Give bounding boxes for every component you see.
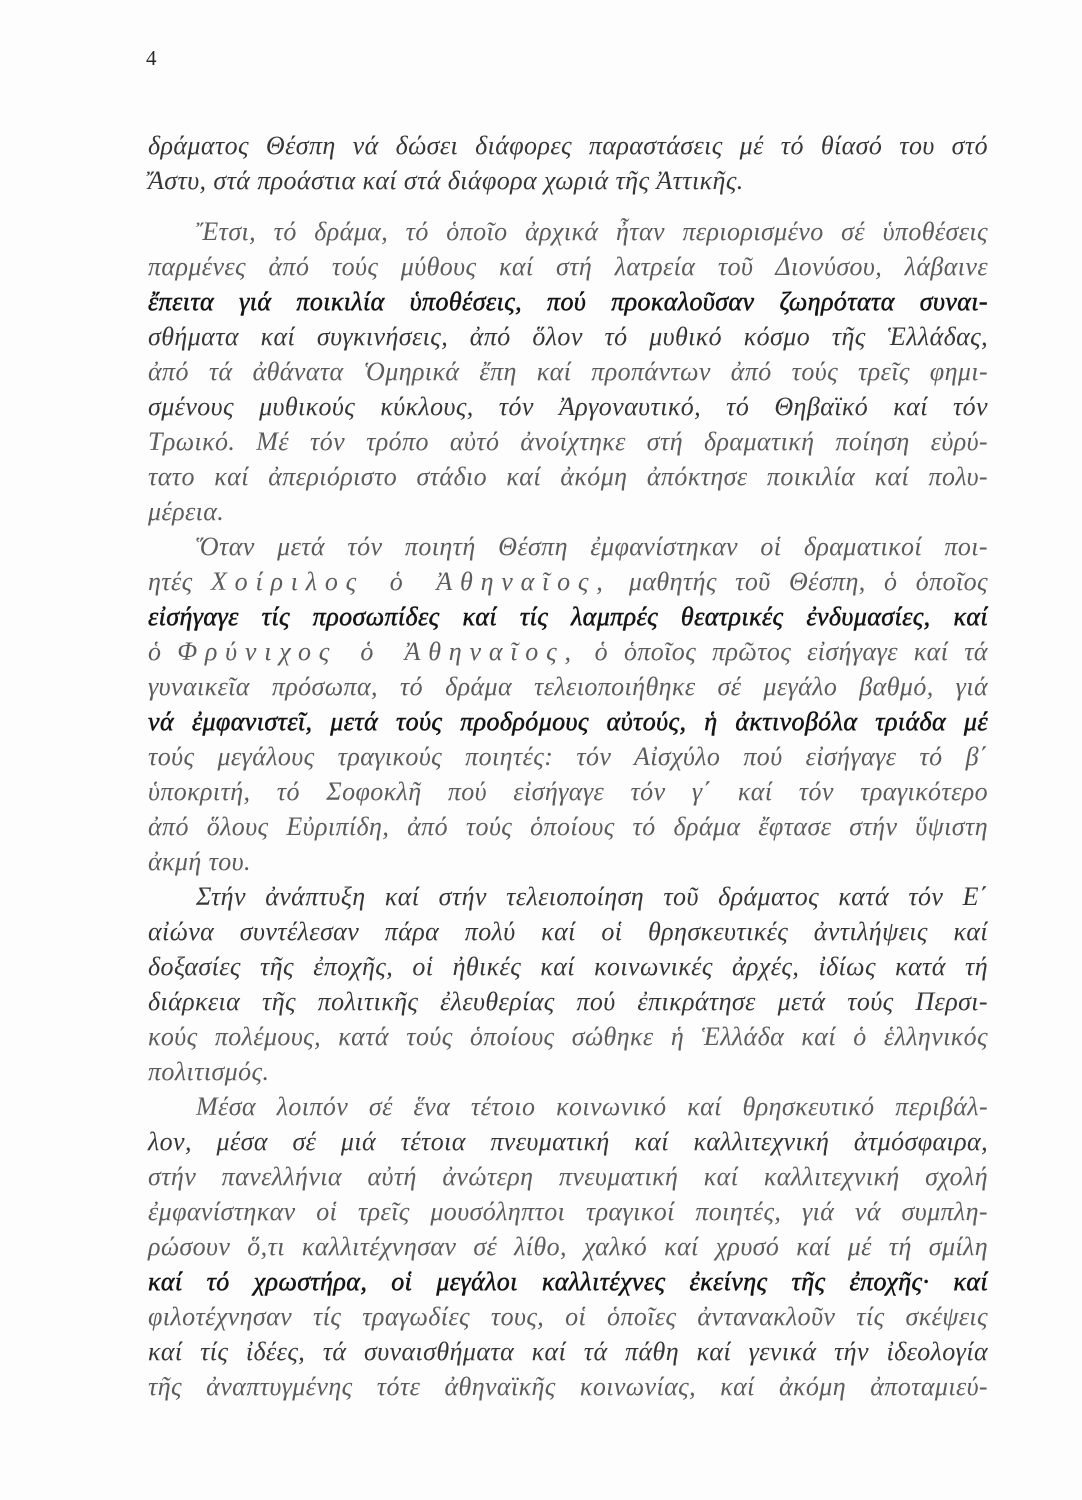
line-text: δράματος Θέσπη νά δώσει διάφορες παραστάσεις μέ τό θίασό του στό (148, 131, 988, 160)
text-line (148, 1334, 988, 1369)
line-text: λον, μέσα σέ μιά τέτοια πνευματική καί καλλιτεχνική ἀτμόσφαιρα, (148, 1127, 988, 1156)
line-text: καί τίς ἰδέες, τά συναισθήματα καί τά πάθη καί γενικά τήν ἰδεολογία (148, 1337, 988, 1366)
line-text: κούς πολέμους, κατά τούς ὁποίους σώθηκε ἡ Ἑλλάδα καί ὁ ἑλληνικός (148, 1022, 988, 1051)
line-text: ἐμφανίστηκαν οἱ τρεῖς μουσόληπτοι τραγικοί ποιητές, γιά νά συμπλη- (148, 1197, 988, 1226)
text-line (148, 599, 988, 634)
line-text (148, 634, 988, 669)
text-line (196, 879, 988, 914)
text-line (148, 669, 988, 704)
text-line (148, 319, 988, 354)
line-segment: ὁ ὁποῖος πρῶτος εἰσήγαγε καί τά (578, 637, 988, 666)
text-line (148, 424, 988, 459)
text-line (148, 1194, 988, 1229)
line-text: παρμένες ἀπό τούς μύθους καί στή λατρεία τοῦ Διονύσου, λάβαινε (148, 252, 988, 281)
text-line (148, 949, 988, 984)
line-text: τούς μεγάλους τραγικούς ποιητές: τόν Αἰσχύλο πού εἰσήγαγε τό β΄ (148, 742, 988, 771)
text-line (196, 214, 988, 249)
text-line (148, 249, 988, 284)
line-text: Ἄστυ, στά προάστια καί στά διάφορα χωριά τῆς Ἀττικῆς. (148, 166, 744, 195)
line-text: Ἔτσι, τό δράμα, τό ὁποῖο ἀρχικά ἦταν περιορισμένο σέ ὑποθέσεις (196, 217, 988, 246)
text-line (148, 1264, 988, 1299)
text-line (196, 529, 988, 564)
text-line (148, 128, 988, 163)
text-line (148, 1299, 988, 1334)
text-line (148, 564, 988, 599)
line-text: τατο καί ἀπεριόριστο στάδιο καί ἀκόμη ἀπόκτησε ποικιλία καί πολυ- (148, 462, 988, 491)
page-number: 4 (146, 46, 157, 70)
text-line (148, 1054, 988, 1089)
text-line (148, 739, 988, 774)
text-line (196, 1089, 988, 1124)
text-line (148, 634, 988, 669)
text-line (148, 1229, 988, 1264)
text-line (148, 494, 988, 529)
line-text: ἔπειτα γιά ποικιλία ὑποθέσεις, πού προκαλοῦσαν ζωηρότατα συναι- (148, 287, 988, 316)
line-text: φιλοτέχνησαν τίς τραγωδίες τους, οἱ ὁποῖες ἀντανακλοῦν τίς σκέψεις (148, 1302, 988, 1331)
line-text: Μέσα λοιπόν σέ ἕνα τέτοιο κοινωνικό καί θρησκευτικό περιβάλ- (196, 1092, 988, 1121)
text-line (148, 1369, 988, 1404)
paragraph (148, 214, 988, 529)
text-line (148, 704, 988, 739)
line-segment: μαθητής τοῦ Θέσπη, ὁ ὁποῖος (610, 567, 988, 596)
line-text (148, 564, 988, 599)
line-text: μέρεια. (148, 497, 225, 526)
line-text: ἀπό τά ἀθάνατα Ὁμηρικά ἔπη καί προπάντων ἀπό τούς τρεῖς φημι- (148, 357, 988, 386)
line-text: νά ἐμφανιστεῖ, μετά τούς προδρόμους αὐτούς, ἡ ἀκτινοβόλα τριάδα μέ (148, 707, 988, 736)
spaced-name: Χοίριλος ὁ Ἀθηναῖος, (210, 567, 611, 596)
spaced-name: Φρύνιχος ὁ Ἀθηναῖος, (177, 637, 579, 666)
line-text: ρώσουν ὅ,τι καλλιτέχνησαν σέ λίθο, χαλκό καί χρυσό καί μέ τή σμίλη (148, 1232, 988, 1261)
text-line (148, 163, 988, 198)
text-line (148, 1124, 988, 1159)
text-line (148, 809, 988, 844)
text-line (148, 459, 988, 494)
line-text: δοξασίες τῆς ἐποχῆς, οἱ ἠθικές καί κοινωνικές ἀρχές, ἰδίως κατά τή (148, 952, 988, 981)
text-line (148, 984, 988, 1019)
text-line (148, 774, 988, 809)
line-text: τῆς ἀναπτυγμένης τότε ἀθηναϊκῆς κοινωνίας, καί ἀκόμη ἀποταμιεύ- (148, 1372, 988, 1401)
text-line (148, 284, 988, 319)
paragraph (148, 529, 988, 879)
line-text: σμένους μυθικούς κύκλους, τόν Ἀργοναυτικό, τό Θηβαϊκό καί τόν (148, 392, 988, 421)
line-text: καί τό χρωστήρα, οἱ μεγάλοι καλλιτέχνες ἐκείνης τῆς ἐποχῆς· καί (148, 1267, 988, 1296)
line-text: ἀκμή του. (148, 847, 251, 876)
line-text: στήν πανελλήνια αὐτή ἀνώτερη πνευματική καί καλλιτεχνική σχολή (148, 1162, 988, 1191)
line-text: γυναικεῖα πρόσωπα, τό δράμα τελειοποιήθηκε σέ μεγάλο βαθμό, γιά (148, 672, 988, 701)
line-text: αἰώνα συντέλεσαν πάρα πολύ καί οἱ θρησκευτικές ἀντιλήψεις καί (148, 917, 988, 946)
paragraph (148, 1089, 988, 1404)
line-text: ἀπό ὅλους Εὐριπίδη, ἀπό τούς ὁποίους τό δράμα ἔφτασε στήν ὕψιστη (148, 812, 988, 841)
line-text: εἰσήγαγε τίς προσωπίδες καί τίς λαμπρές θεατρικές ἐνδυμασίες, καί (148, 602, 988, 631)
line-text: ὑποκριτή, τό Σοφοκλῆ πού εἰσήγαγε τόν γ΄ καί τόν τραγικότερο (148, 777, 988, 806)
text-line (148, 844, 988, 879)
paragraph (148, 879, 988, 1089)
line-segment: ητές (148, 567, 211, 596)
text-line (148, 389, 988, 424)
text-line (148, 1159, 988, 1194)
text-line (148, 914, 988, 949)
line-text: Τρωικό. Μέ τόν τρόπο αὐτό ἀνοίχτηκε στή δραματική ποίηση εὐρύ- (148, 427, 988, 456)
line-text: διάρκεια τῆς πολιτικῆς ἐλευθερίας πού ἐπικράτησε μετά τούς Περσι- (148, 987, 988, 1016)
line-text: Στήν ἀνάπτυξη καί στήν τελειοποίηση τοῦ δράματος κατά τόν Ε΄ (196, 882, 988, 911)
line-text: πολιτισμός. (148, 1057, 270, 1086)
text-line (148, 1019, 988, 1054)
line-text: Ὅταν μετά τόν ποιητή Θέσπη ἐμφανίστηκαν οἱ δραματικοί ποι- (196, 532, 988, 561)
paragraph (148, 128, 988, 198)
line-text: σθήματα καί συγκινήσεις, ἀπό ὅλον τό μυθικό κόσμο τῆς Ἑλλάδας, (148, 322, 988, 351)
line-segment: ὁ (148, 637, 178, 666)
body-text (148, 128, 988, 1404)
text-line (148, 354, 988, 389)
